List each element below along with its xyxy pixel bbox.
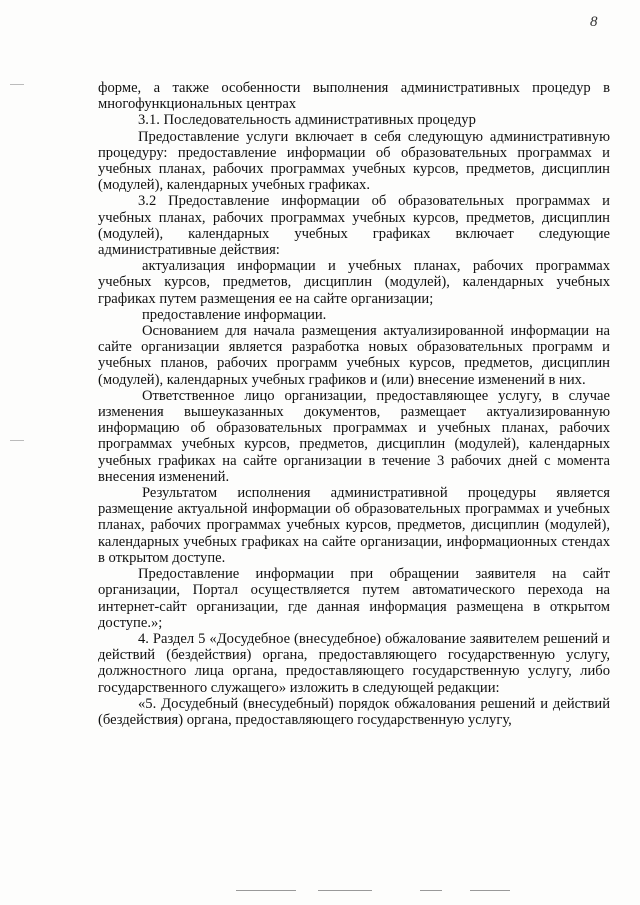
- paragraph: «5. Досудебный (внесудебный) порядок обжалования решений и действий (бездействия) органа, предоставляющего государственную услугу,: [98, 695, 610, 728]
- paragraph: 3.1. Последовательность административных процедур: [138, 112, 476, 129]
- scan-artifact-line: [470, 890, 510, 891]
- paragraph: актуализация информации и учебных планах, рабочих программах учебных курсов, предметов, дисциплин (модулей), календарных учебных графиках путем размещения ее на сайте организации;: [98, 258, 610, 307]
- margin-mark: [10, 440, 24, 441]
- paragraph: Предоставление услуги включает в себя следующую административную процедуру: предоставление информации об образовательных программах и учебных планах, рабочих программах учебных курсов, предметов, дисциплин (модулей), календарных учебных графиках.: [98, 128, 610, 194]
- margin-mark: [10, 84, 24, 85]
- paragraph: форме, а также особенности выполнения административных процедур в многофункциональных центрах: [98, 80, 610, 113]
- paragraph: 3.2 Предоставление информации об образовательных программах и учебных планах, рабочих программах учебных курсов, предметов, дисциплин (модулей), календарных учебных графиках включает следующие административные действия:: [98, 193, 610, 259]
- paragraph: Ответственное лицо организации, предоставляющее услугу, в случае изменения вышеуказанных документов, размещает актуализированную информацию об образовательных программах и учебных планах, рабочих программах учебных курсов, предметов, дисциплин (модулей), календарных учебных графиках на сайте организации в течение 3 рабочих дней с момента внесения изменений.: [98, 387, 610, 485]
- scan-artifact-line: [420, 890, 442, 891]
- document-body: [98, 80, 610, 728]
- paragraph: 4. Раздел 5 «Досудебное (внесудебное) обжалование заявителем решений и действий (бездействия) органа, предоставляющего государственную услугу, должностного лица органа, предоставляющего государственную услугу, либо государственного служащего» изложить в следующей редакции:: [98, 630, 610, 696]
- scan-artifact-line: [318, 890, 372, 891]
- page-number: 8: [590, 14, 598, 30]
- scan-artifact-line: [236, 890, 296, 891]
- paragraph: предоставление информации.: [142, 306, 327, 323]
- paragraph: Предоставление информации при обращении заявителя на сайт организации, Портал осуществляется путем автоматического перехода на интернет-сайт организации, где данная информация размещена в открытом доступе.»;: [98, 566, 610, 631]
- paragraph: Основанием для начала размещения актуализированной информации на сайте организации является разработка новых образовательных программ и учебных планов, рабочих программ учебных курсов, предметов, дисциплин (модулей), календарных учебных графиков и (или) внесение изменений в них.: [98, 323, 610, 388]
- paragraph: Результатом исполнения административной процедуры является размещение актуальной информации об образовательных программах и учебных планах, рабочих программах учебных курсов, предметов, дисциплин (модулей), календарных учебных графиках на сайте организации, информационных стендах в открытом доступе.: [98, 485, 610, 566]
